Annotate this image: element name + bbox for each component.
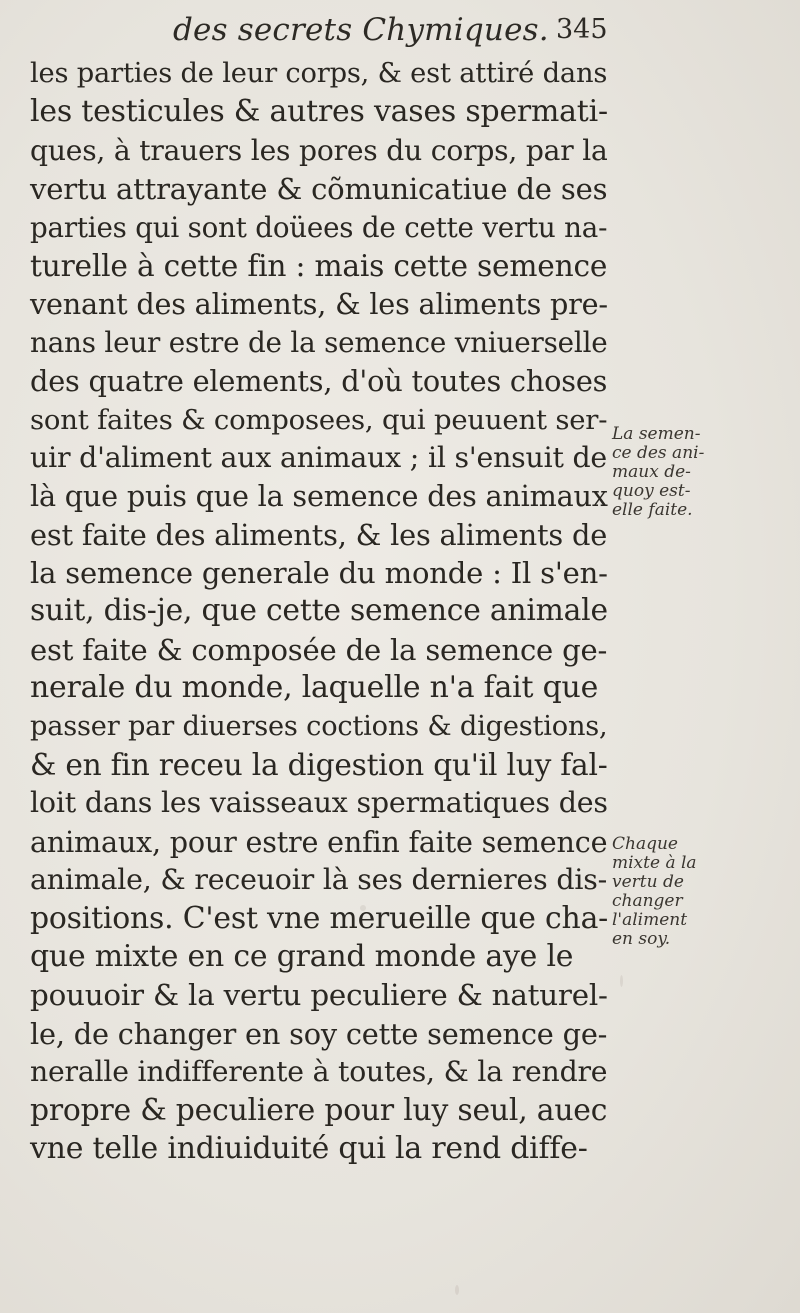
text-line: uir d'aliment aux animaux ; il s'ensuit de xyxy=(30,440,608,474)
text-line: les parties de leur corps, & est attiré dans xyxy=(30,58,608,89)
running-title: des secrets Chymiques. xyxy=(173,12,549,48)
text-line: passer par diuerses coctions & digestions, xyxy=(30,710,608,742)
paper-speck xyxy=(455,1285,459,1295)
text-line: des quatre elements, d'où toutes choses xyxy=(30,364,608,399)
margin-note-line: La semen- xyxy=(612,424,701,444)
text-line: & en fin receu la digestion qu'il luy fal- xyxy=(30,748,608,783)
page-number: 345 xyxy=(556,14,608,45)
text-line: nerale du monde, laquelle n'a fait que xyxy=(30,670,599,706)
text-line: pouuoir & la vertu peculiere & naturel- xyxy=(30,978,608,1013)
margin-note xyxy=(612,425,732,520)
margin-note-line: en soy. xyxy=(612,929,671,949)
margin-note-line: vertu de xyxy=(612,872,684,892)
margin-note-line: ce des ani- xyxy=(612,443,705,463)
body-text xyxy=(30,55,610,1168)
text-line: positions. C'est vne merueille que cha- xyxy=(30,900,609,936)
text-line: que mixte en ce grand monde aye le xyxy=(30,938,574,974)
margin-note-line: maux de- xyxy=(612,462,691,482)
margin-note-line: Chaque xyxy=(612,834,678,854)
text-line: ques, à trauers les pores du corps, par la xyxy=(30,133,608,167)
text-line: vne telle indiuiduité qui la rend diffe- xyxy=(30,1130,588,1166)
text-line: sont faites & composees, qui peuuent ser- xyxy=(30,403,608,436)
text-line: animale, & receuoir là ses dernieres dis- xyxy=(30,863,608,897)
text-line: turelle à cette fin : mais cette semence xyxy=(30,247,608,283)
text-line: venant des aliments, & les aliments pre- xyxy=(30,287,608,322)
page-header xyxy=(0,8,800,48)
text-line: nans leur estre de la semence vniuerselle xyxy=(30,325,608,359)
text-line: est faite & composée de la semence ge- xyxy=(30,632,608,667)
text-line: le, de changer en soy cette semence ge- xyxy=(30,1016,608,1051)
text-line: là que puis que la semence des animaux xyxy=(30,479,608,514)
paper-speck xyxy=(620,975,623,987)
margin-note-line: quoy est- xyxy=(612,481,691,501)
margin-note-line: elle faite. xyxy=(612,500,693,520)
text-line: parties qui sont doüees de cette vertu na- xyxy=(30,210,608,244)
margin-note-line: mixte à la xyxy=(612,853,697,873)
margin-note xyxy=(612,835,732,949)
text-line: est faite des aliments, & les aliments de xyxy=(30,517,608,552)
margin-note-line: l'aliment xyxy=(612,910,688,930)
text-line: les testicules & autres vases spermati- xyxy=(30,94,608,130)
text-line: la semence generale du monde : Il s'en- xyxy=(30,556,608,591)
text-line: suit, dis-je, que cette semence animale xyxy=(30,593,608,629)
text-line: loit dans les vaisseaux spermatiques des xyxy=(30,786,608,820)
text-line: animaux, pour estre enfin faite semence xyxy=(30,824,608,859)
text-line: vertu attrayante & cõmunicatiue de ses xyxy=(30,172,608,207)
text-line: propre & peculiere pour luy seul, auec xyxy=(30,1092,608,1128)
margin-note-line: changer xyxy=(612,891,683,911)
text-line: neralle indifferente à toutes, & la rendre xyxy=(30,1055,608,1089)
